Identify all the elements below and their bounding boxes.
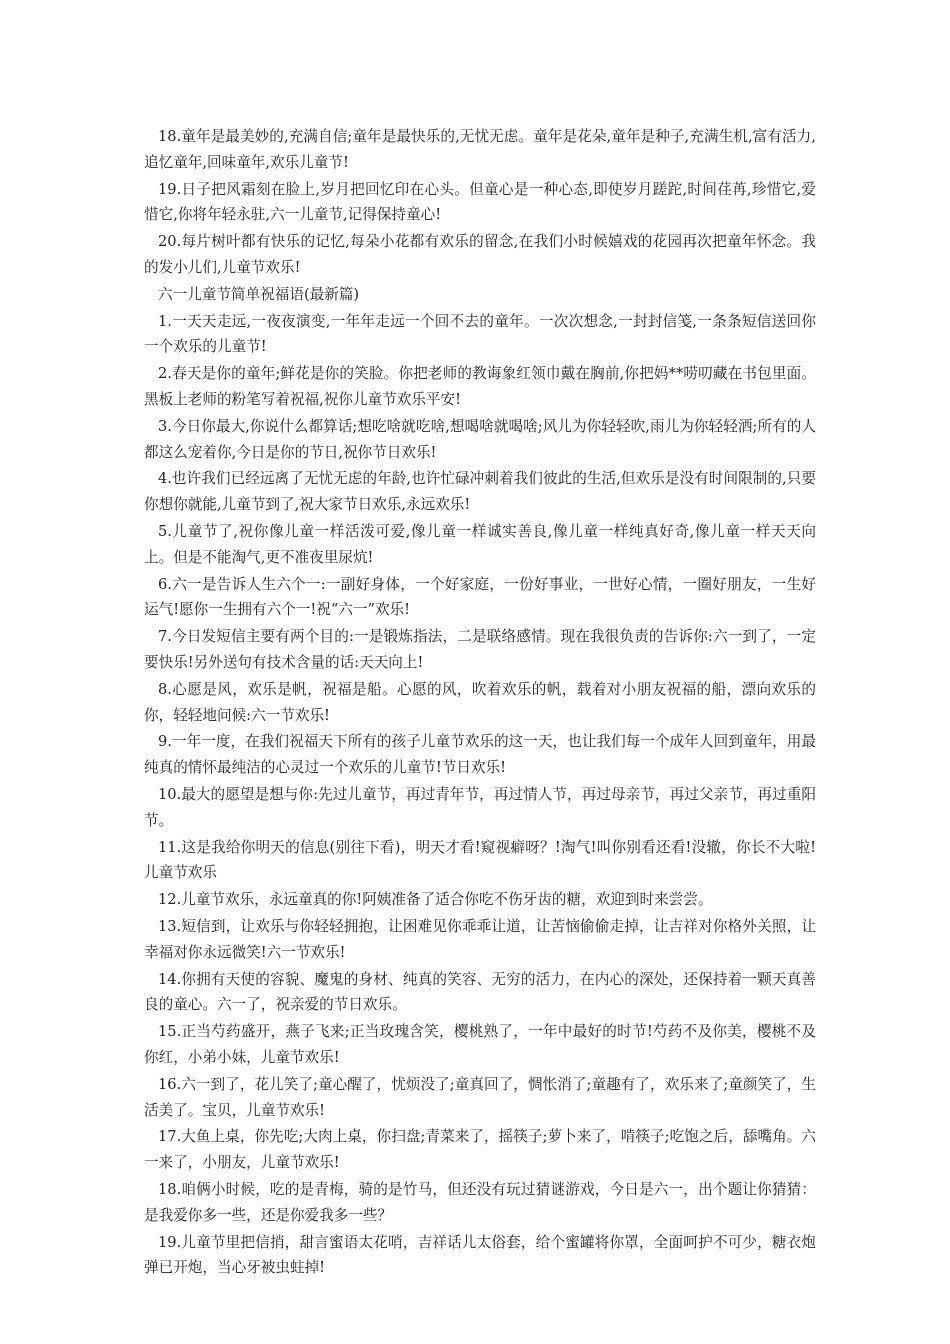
list-item: 7.今日发短信主要有两个目的:一是锻炼指法，二是联络感情。现在我很负责的告诉你:六一到了，一定要快乐!另外送句有技术含量的话:天天向上! xyxy=(144,628,816,671)
list-item: 5.儿童节了,祝你像儿童一样活泼可爱,像儿童一样诚实善良,像儿童一样纯真好奇,像儿童一样天天向上。但是不能淘气,更不准夜里尿炕! xyxy=(144,523,816,566)
section-title: 六一儿童节简单祝福语(最新篇) xyxy=(158,285,360,303)
list-item: 19.儿童节里把信捎，甜言蜜语太花哨，吉祥话儿太俗套，给个蜜罐将你罩，全面呵护不可少，糖衣炮弹已开炮，当心牙被虫蛀掉! xyxy=(144,1233,816,1277)
list-item: 11.这是我给你明天的信息(别往下看)，明天才看!窥视癖呀？!淘气!叫你别看还看!没辙，你长不大啦!儿童节欢乐 xyxy=(144,838,816,882)
list-item: 14.你拥有天使的容貌、魔鬼的身材、纯真的笑容、无穷的活力，在内心的深处，还保持着一颗天真善良的童心。六一了，祝亲爱的节日欢乐。 xyxy=(144,970,816,1014)
list-item: 1.一天天走远,一夜夜演变,一年年走远一个回不去的童年。一次次想念,一封封信笺,一条条短信送回你一个欢乐的儿童节! xyxy=(144,312,816,356)
list-item: 9.一年一度，在我们祝福天下所有的孩子儿童节欢乐的这一天，也让我们每一个成年人回到童年，用最纯真的情怀最纯洁的心灵过一个欢乐的儿童节!节日欢乐! xyxy=(144,733,816,777)
list-item: 3.今日你最大,你说什么都算话;想吃啥就吃啥,想喝啥就喝啥;风儿为你轻轻吹,雨儿为你轻轻洒;所有的人都这么宠着你,今日是你的节日,祝你节日欢乐! xyxy=(144,417,816,461)
list-item: 6.六一是告诉人生六个一:一副好身体，一个好家庭，一份好事业，一世好心情，一圈好朋友，一生好运气!愿你一生拥有六个一!祝“六一”欢乐! xyxy=(144,575,816,619)
list-item: 4.也许我们已经远离了无忧无虑的年龄,也许忙碌冲刺着我们彼此的生活,但欢乐是没有时间限制的,只要你想你就能,儿童节到了,祝大家节日欢乐,永远欢乐! xyxy=(144,470,816,514)
intro-item-18: 18.童年是最美妙的,充满自信;童年是最快乐的,无忧无虑。童年是花朵,童年是种子,充满生机,富有活力,追忆童年,回味童年,欢乐儿童节! xyxy=(144,128,816,171)
list-item: 12.儿童节欢乐，永远童真的你!阿姨准备了适合你吃不伤牙齿的糖，欢迎到时来尝尝。 xyxy=(158,891,713,909)
list-item: 8.心愿是风，欢乐是帆，祝福是船。心愿的风，吹着欢乐的帆，载着对小朋友祝福的船，漂向欢乐的你，轻轻地问候:六一节欢乐! xyxy=(144,680,816,724)
list-item: 13.短信到，让欢乐与你轻轻拥抱，让困难见你乖乖让道，让苦恼偷偷走掉，让吉祥对你格外关照，让幸福对你永远微笑!六一节欢乐! xyxy=(144,918,816,961)
list-item: 15.正当芍药盛开，燕子飞来;正当玫瑰含笑，樱桃熟了，一年中最好的时节!芍药不及你美，樱桃不及你红，小弟小妹，儿童节欢乐! xyxy=(144,1023,816,1066)
document-body xyxy=(144,124,816,1282)
list-item: 16.六一到了，花儿笑了;童心醒了，忧烦没了;童真回了，惆怅消了;童趣有了，欢乐来了;童颜笑了，生活美了。宝贝，儿童节欢乐! xyxy=(144,1075,816,1119)
list-item: 2.春天是你的童年;鲜花是你的笑脸。你把老师的教诲象红领巾戴在胸前,你把妈**唠叨藏在书包里面。黑板上老师的粉笔写着祝福,祝你儿童节欢乐平安! xyxy=(144,365,816,408)
list-item: 18.咱俩小时候，吃的是青梅，骑的是竹马，但还没有玩过猜谜游戏，今日是六一，出个题让你猜猜：是我爱你多一些，还是你爱我多一些？ xyxy=(144,1181,816,1224)
list-item: 17.大鱼上桌，你先吃;大肉上桌，你扫盘;青菜来了，摇筷子;萝卜来了，啃筷子;吃饱之后，舔嘴角。六一来了，小朋友，儿童节欢乐! xyxy=(144,1128,816,1172)
intro-item-19: 19.日子把风霜刻在脸上,岁月把回忆印在心头。但童心是一种心态,即使岁月蹉跎,时间荏苒,珍惜它,爱惜它,你将年轻永驻,六一儿童节,记得保持童心! xyxy=(144,180,816,224)
intro-item-20: 20.每片树叶都有快乐的记忆,每朵小花都有欢乐的留念,在我们小时候嬉戏的花园再次把童年怀念。我的发小儿们,儿童节欢乐! xyxy=(144,233,816,276)
list-item: 10.最大的愿望是想与你:先过儿童节，再过青年节，再过情人节，再过母亲节，再过父亲节，再过重阳节。 xyxy=(144,786,816,829)
